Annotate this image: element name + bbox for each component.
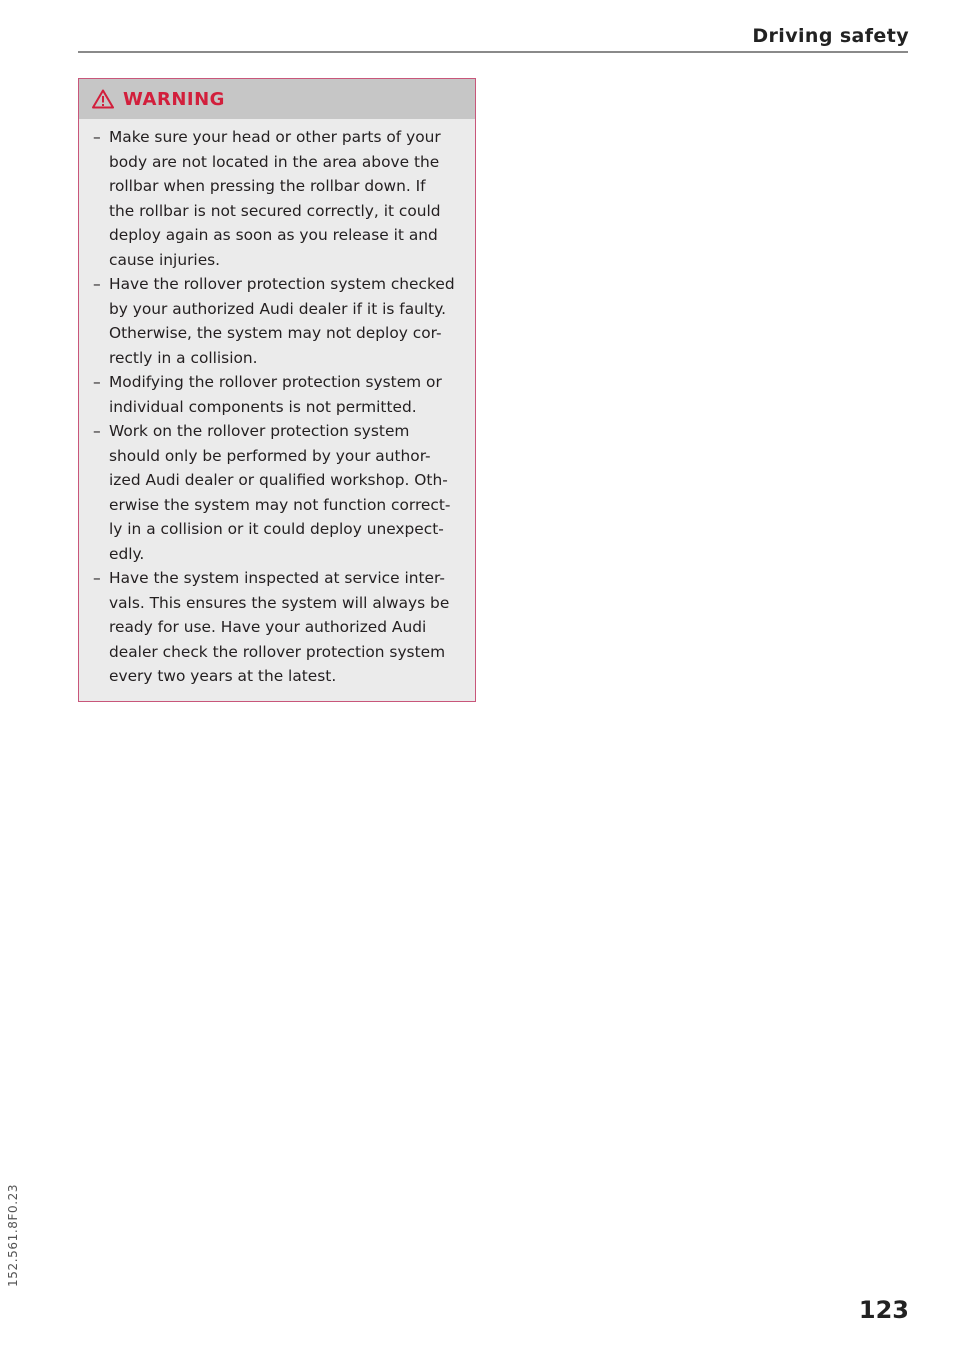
warning-line: vals. This ensures the system will always be <box>109 593 450 612</box>
header-rule <box>78 51 908 53</box>
warning-line: ly in a collision or it could deploy unexpect- <box>109 520 444 538</box>
warning-triangle-icon <box>92 89 114 109</box>
warning-header <box>79 79 475 119</box>
warning-item: – Have the system inspected at service inter- vals. This ensures the system will always be ready for use. Have your authorized Audi dealer check the rollover protection system every two years at the latest. <box>93 566 465 689</box>
warning-line: erwise the system may not function correct- <box>109 495 451 514</box>
warning-line: Have the system inspected at service inter- <box>109 569 445 587</box>
warning-line: the rollbar is not secured correctly, it could <box>109 201 441 220</box>
warning-line: dealer check the rollover protection system <box>109 642 446 661</box>
page-header-title: Driving safety <box>752 25 909 47</box>
warning-list <box>79 119 475 689</box>
warning-line: cause injuries. <box>109 250 221 269</box>
document-code: 152.561.8F0.23 <box>6 1183 20 1287</box>
warning-line: ready for use. Have your authorized Audi <box>109 618 427 636</box>
page-number: 123 <box>858 1296 909 1324</box>
warning-line: deploy again as soon as you release it and <box>109 226 438 244</box>
warning-line: ized Audi dealer or qualified workshop. Oth- <box>109 471 448 489</box>
warning-line: should only be performed by your author- <box>109 446 431 465</box>
warning-line: Make sure your head or other parts of your <box>109 128 441 146</box>
warning-line: body are not located in the area above the <box>109 152 440 171</box>
warning-box <box>78 78 476 702</box>
warning-line: by your authorized Audi dealer if it is faulty. <box>109 299 447 318</box>
warning-line: edly. <box>109 544 145 563</box>
warning-line: Modifying the rollover protection system or <box>109 373 442 391</box>
warning-line: every two years at the latest. <box>109 667 337 685</box>
warning-line: rectly in a collision. <box>109 348 258 367</box>
warning-line: individual components is not permitted. <box>109 397 417 416</box>
warning-line: Work on the rollover protection system <box>109 422 410 440</box>
warning-item: – Modifying the rollover protection system or individual components is not permitted. <box>93 370 465 419</box>
warning-line: rollbar when pressing the rollbar down. If <box>109 177 426 195</box>
warning-title: WARNING <box>123 88 225 110</box>
warning-line: Have the rollover protection system checked <box>109 275 455 293</box>
warning-item: – Work on the rollover protection system should only be performed by your author- ized Audi dealer or qualified workshop. Oth- erwise the system may not function correct- ly in a collision or it could deploy unexpect- edly. <box>93 419 465 566</box>
warning-item: – Make sure your head or other parts of your body are not located in the area above the rollbar when pressing the rollbar down. If the rollbar is not secured correctly, it could deploy again as soon as you release it and cause injuries. <box>93 125 465 272</box>
warning-item: – Have the rollover protection system checked by your authorized Audi dealer if it is faulty. Otherwise, the system may not deploy cor- rectly in a collision. <box>93 272 465 370</box>
warning-line: Otherwise, the system may not deploy cor- <box>109 324 442 342</box>
